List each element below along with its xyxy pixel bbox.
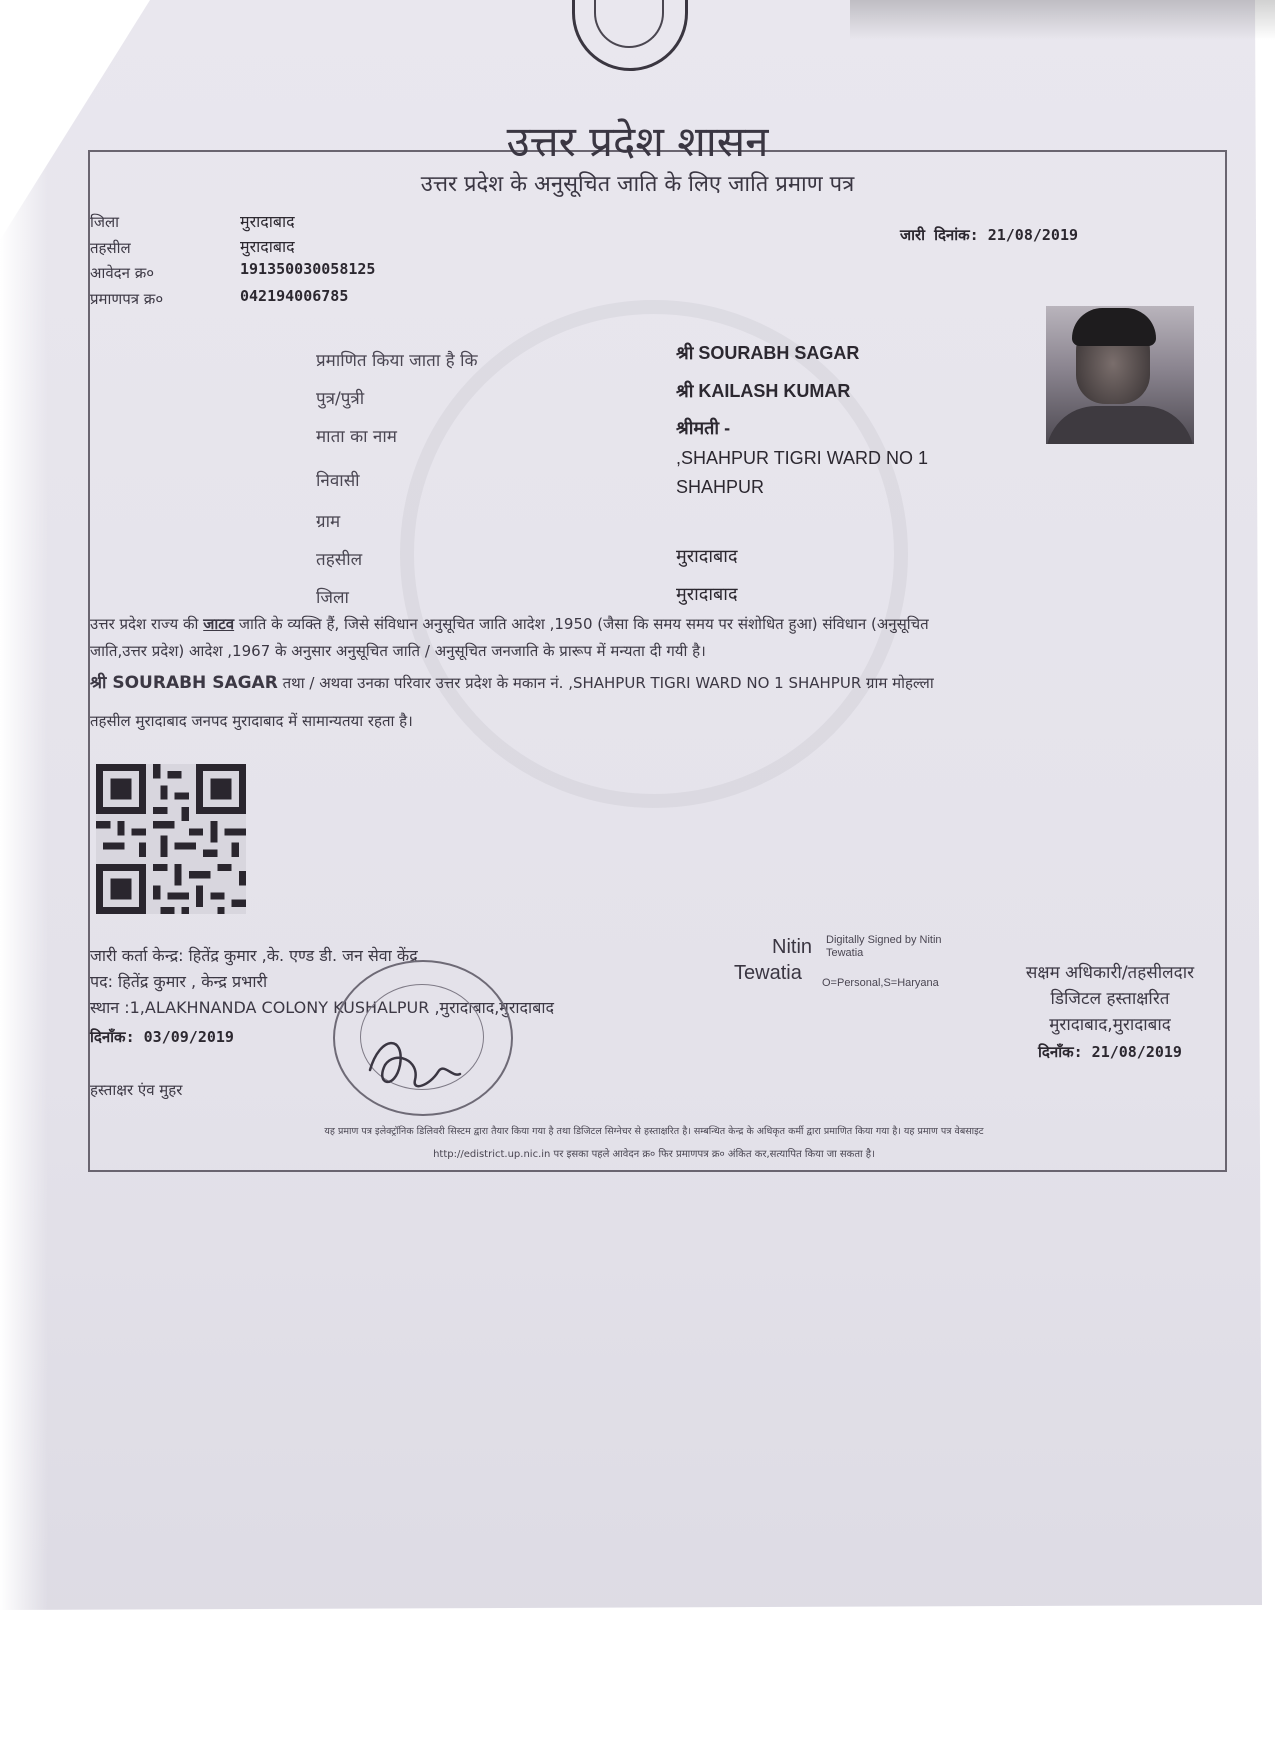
authority-title: सक्षम अधिकारी/तहसीलदार <box>1025 963 1195 983</box>
scan-edge <box>0 0 48 1753</box>
statement-text: उत्तर प्रदेश राज्य की <box>90 615 204 633</box>
digital-signer-org: O=Personal,S=Haryana <box>822 977 939 989</box>
field-value-name: श्री SOURABH SAGAR <box>676 343 860 363</box>
field-label-certified: प्रमाणित किया जाता है कि <box>316 351 478 371</box>
sign-and-seal-label: हस्ताक्षर एंव मुहर <box>90 1081 183 1099</box>
caste-statement-line1 <box>90 614 1215 634</box>
photo-body <box>1046 406 1194 444</box>
digital-signed-by-line2: Tewatia <box>826 947 864 959</box>
applicant-photo <box>1046 306 1194 444</box>
field-value-mother: श्रीमती - <box>676 418 731 438</box>
statement-text: तथा / अथवा उनका परिवार उत्तर प्रदेश के मकान नं. ,SHAHPUR TIGRI WARD NO 1 SHAHPUR ग्राम मोहल्ला <box>277 674 934 692</box>
photo-hair <box>1072 308 1156 346</box>
authority-date: दिनाँक: 21/08/2019 <box>1038 1043 1182 1061</box>
digital-signer-first-name: Nitin <box>772 936 813 958</box>
field-value-tehsil: मुरादाबाद <box>676 546 738 566</box>
caste-statement-line2: जाति,उत्तर प्रदेश) आदेश ,1967 के अनुसार अनुसूचित जाति / अनुसूचित जनजाति के प्रारूप में मन्यता दी गयी है। <box>90 642 706 660</box>
certificate-number-label: प्रमाणपत्र क्र० <box>90 290 164 308</box>
footer-note-line2: http://edistrict.up.nic.in पर इसका पहले आवेदन क्र० फिर प्रमाणपत्र क्र० अंकित कर,सत्यापित किया जा सकता है। <box>433 1149 875 1160</box>
field-label-son-daughter: पुत्र/पुत्री <box>316 389 365 409</box>
residence-statement-line1 <box>90 670 1215 693</box>
digital-signed-by: Digitally Signed by Nitin <box>826 934 942 946</box>
signature-scribble <box>360 1030 470 1100</box>
district-label: जिला <box>90 213 120 231</box>
issuer-date: दिनाँक: 03/09/2019 <box>90 1028 234 1046</box>
caste-name: जाटव <box>203 615 235 633</box>
issuer-post: पद: हितेंद्र कुमार , केन्द्र प्रभारी <box>90 972 268 991</box>
tehsil-label: तहसील <box>90 239 131 257</box>
footer-note-line1: यह प्रमाण पत्र इलेक्ट्रॉनिक डिलिवरी सिस्टम द्वारा तैयार किया गया है तथा डिजिटल सिग्नेचर से हस्ताक्षरित है। सम्बन्धित केन्द्र के अधिकृत कर्मी द्वारा प्रमाणित किया गया है। यह प्रमाण पत्र वेबसाइट <box>324 1126 984 1137</box>
issuer-center: जारी कर्ता केन्द्र: हितेंद्र कुमार ,के. एण्ड डी. जन सेवा केंद्र <box>90 946 418 965</box>
field-label-tehsil: तहसील <box>316 550 363 570</box>
qr-code-icon <box>92 764 250 914</box>
authority-digital-signed: डिजिटल हस्ताक्षरित <box>1050 989 1170 1009</box>
certificate-subtitle: उत्तर प्रदेश के अनुसूचित जाति के लिए जाति प्रमाण पत्र <box>420 172 855 197</box>
tehsil-value: मुरादाबाद <box>240 237 295 256</box>
field-value-district: मुरादाबाद <box>676 584 738 604</box>
statement-text: जाति के व्यक्ति हैं, जिसे संविधान अनुसूचित जाति आदेश ,1950 (जैसा कि समय समय पर संशोधित हुआ) संविधान (अनुसूचित <box>234 615 929 633</box>
issuer-place: स्थान :1,ALAKHNANDA COLONY KUSHALPUR ,मुरादाबाद,मुरादाबाद <box>90 998 554 1017</box>
application-label: आवेदन क्र० <box>90 264 155 282</box>
application-number: 191350030058125 <box>240 260 376 278</box>
page-title: उत्तर प्रदेश शासन <box>506 117 769 166</box>
field-label-mother: माता का नाम <box>316 427 397 447</box>
scan-shadow <box>850 0 1275 40</box>
field-value-father: श्री KAILASH KUMAR <box>676 381 851 401</box>
resident-name: श्री SOURABH SAGAR <box>90 673 278 693</box>
field-value-address-line1: ,SHAHPUR TIGRI WARD NO 1 <box>676 448 929 468</box>
digital-signer-last-name: Tewatia <box>734 962 802 984</box>
field-label-village: ग्राम <box>316 512 341 532</box>
field-label-resident: निवासी <box>316 471 360 491</box>
certificate-number: 042194006785 <box>240 287 349 305</box>
field-label-district: जिला <box>316 588 349 608</box>
residence-statement-line2: तहसील मुरादाबाद जनपद मुरादाबाद में सामान्यतया रहता है। <box>90 712 413 730</box>
issue-date: जारी दिनांक: 21/08/2019 <box>900 226 1079 244</box>
field-value-address-line2: SHAHPUR <box>676 477 765 497</box>
district-value: मुरादाबाद <box>240 212 295 231</box>
authority-place: मुरादाबाद,मुरादाबाद <box>1049 1015 1171 1035</box>
